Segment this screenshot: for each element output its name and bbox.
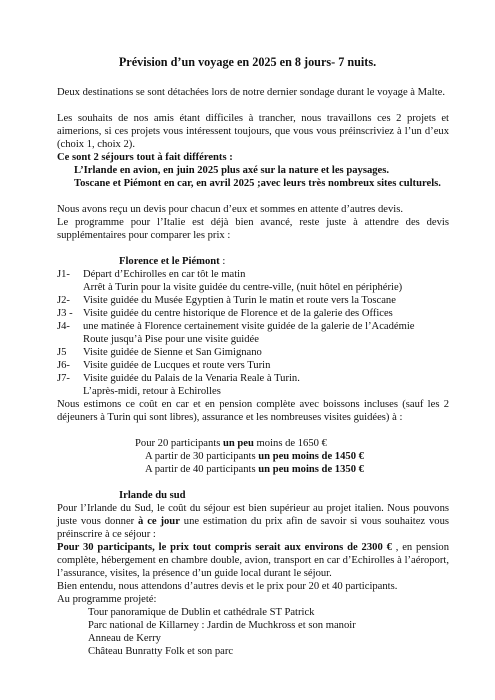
program-item: Parc national de Killarney : Jardin de Muchkross et son manoir: [88, 620, 356, 631]
itinerary-row: [57, 372, 457, 385]
itinerary-row: [57, 307, 457, 320]
program-item: Château Bunratty Folk et son parc: [88, 646, 234, 657]
page-title: Prévision d’un voyage en 2025 en 8 jours- 7 nuits.: [118, 55, 377, 69]
italy-heading-title: Florence et le Piémont: [119, 256, 220, 267]
itinerary-row: [57, 385, 457, 398]
price-lead: A partir de 40 participants: [145, 464, 259, 475]
ireland-heading: Irlande du sud: [119, 490, 186, 501]
destination-ireland: L’Irlande en avion, en juin 2025 plus axé sur la nature et les paysages.: [74, 165, 390, 176]
day-text: Visite guidée de Lucques et route vers Turin: [83, 360, 271, 371]
day-code: J2-: [57, 295, 70, 306]
day-code: J4-: [57, 321, 70, 332]
itinerary-row: [57, 359, 457, 372]
day-text: Visite guidée du Palais de la Venaria Reale à Turin.: [83, 373, 300, 384]
price-tail: moins de 1650 €: [253, 438, 327, 449]
price-bold: un peu: [222, 438, 254, 449]
itinerary-row: [57, 294, 457, 307]
day-text: Visite guidée du centre historique de Florence et de la galerie des Offices: [83, 308, 393, 319]
intro-paragraph-4: Le programme pour l’Italie est déjà bien avancé, reste juste à attendre des devis supplémentaires pour comparer les prix :: [57, 217, 449, 241]
price-lead: Pour 20 participants: [135, 438, 223, 449]
program-label: Au programme projeté:: [57, 594, 157, 605]
price-lead: A partir de 30 participants: [145, 451, 259, 462]
itinerary-row: [57, 333, 457, 346]
itinerary-row: [57, 281, 457, 294]
ireland-p1-text-end: une estimation du prix afin de savoir si vous souhaitez vous préinscrire à ce séjour :: [57, 516, 449, 540]
price-bold: un peu moins de 1450 €: [258, 451, 364, 462]
day-code: J7-: [57, 373, 70, 384]
price-line: [145, 463, 364, 476]
day-code: J1-: [57, 269, 70, 280]
ireland-paragraph-2: [57, 541, 449, 580]
day-text: Arrêt à Turin pour la visite guidée du centre-ville, (nuit hôtel en périphérie): [83, 282, 403, 293]
day-text: L’après-midi, retour à Echirolles: [83, 386, 221, 397]
intro-paragraph-3: Nous avons reçu un devis pour chacun d’eux et sommes en attente d’autres devis.: [57, 204, 403, 215]
ireland-paragraph-1: [57, 502, 449, 541]
itinerary-row: [57, 346, 457, 359]
price-line: [145, 450, 364, 463]
day-text: Visite guidée du Musée Egyptien à Turin le matin et route vers la Toscane: [83, 295, 396, 306]
ireland-paragraph-3: Bien entendu, nous attendons d’autres devis et le prix pour 20 et 40 participants.: [57, 581, 398, 592]
program-item: Tour panoramique de Dublin et cathédrale ST Patrick: [88, 607, 315, 618]
ireland-price-details: , en pension complète, hébergement en chambre double, avion, transport en car d’Echirolles à l’aéroport, l’assurance, visites, la présence d’un guide local durant le séjour.: [57, 542, 449, 579]
day-text: Visite guidée de Sienne et San Gimignano: [83, 347, 262, 358]
italy-heading-suffix: :: [219, 256, 226, 267]
day-text: une matinée à Florence certainement visite guidée de la galerie de l’Académie: [83, 321, 415, 332]
itinerary-row: [57, 320, 457, 333]
day-text: Départ d’Echirolles en car tôt le matin: [83, 269, 246, 280]
ireland-p1-text: Pour l’Irlande du Sud, le coût du séjour est bien supérieur au projet italien. Nous pouvons juste vous donner: [57, 503, 449, 527]
day-code: J6-: [57, 360, 70, 371]
price-line: [135, 437, 327, 450]
italy-cost-estimate: Nous estimons ce coût en car et en pension complète avec boissons incluses (sauf les 2 déjeuners à Turin qui sont libres), assurance et les nombreuses visites guidées) à :: [57, 399, 449, 423]
program-item: Anneau de Kerry: [88, 633, 161, 644]
intro-paragraph-2: Les souhaits de nos amis étant difficiles à trancher, nous travaillons ces 2 projets et aimerions, si ces projets vous intéressent toujours, que vous vous préinscriviez à l’un d’eux (choix 1, choix 2).: [57, 113, 449, 150]
intro-paragraph-1: Deux destinations se sont détachées lors de notre dernier sondage durant le voyage à Malte.: [57, 87, 446, 98]
price-bold: un peu moins de 1350 €: [258, 464, 364, 475]
ireland-price-bold: Pour 30 participants, le prix tout compris serait aux environs de 2300 €: [57, 542, 392, 553]
day-text: Route jusqu’à Pise pour une visite guidée: [83, 334, 259, 345]
itinerary-row: [57, 268, 457, 281]
ireland-p1-bold: à ce jour: [138, 516, 180, 527]
day-code: J3 -: [57, 308, 73, 319]
italy-heading: [119, 255, 225, 268]
destination-italy: Toscane et Piémont en car, en avril 2025 ;avec leurs très nombreux sites culturels.: [74, 178, 441, 189]
day-code: J5: [57, 347, 67, 358]
two-stays-heading: Ce sont 2 séjours tout à fait différents :: [57, 152, 233, 163]
